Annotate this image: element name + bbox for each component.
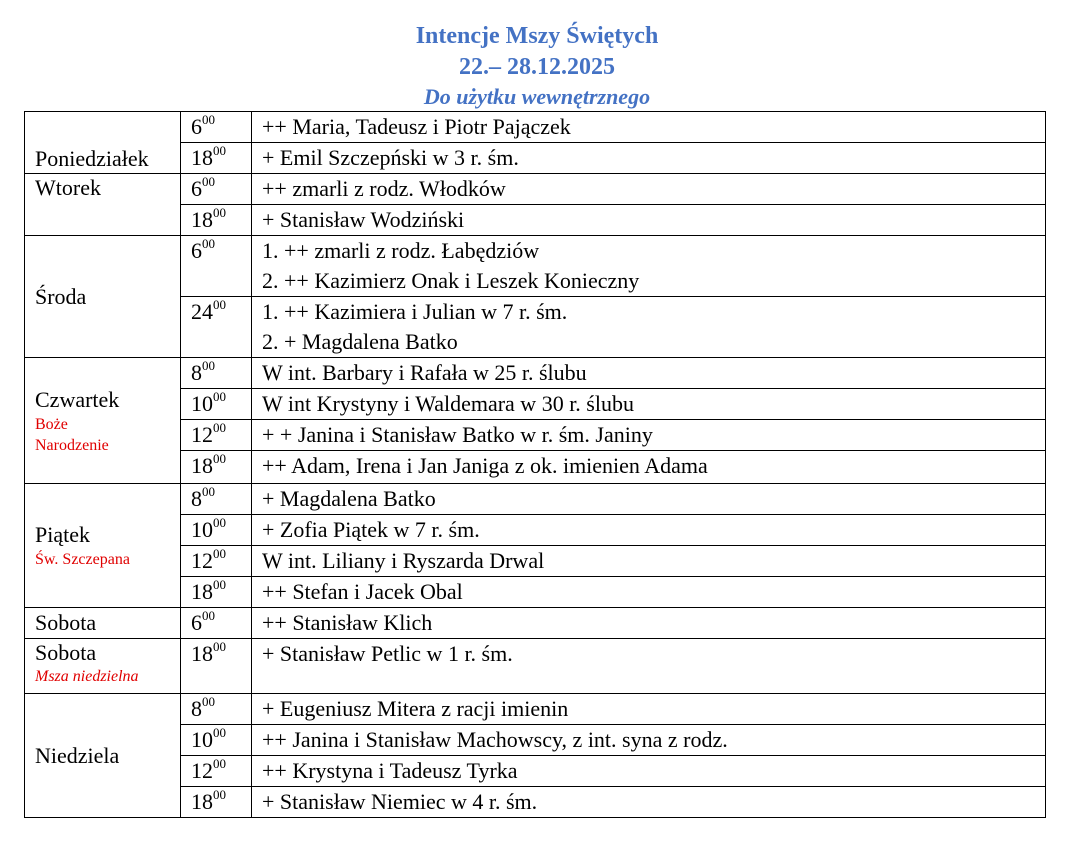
intention-text: + Zofia Piątek w 7 r. śm. <box>262 517 480 542</box>
table-row <box>25 236 1046 297</box>
day-name: Sobota <box>35 610 97 635</box>
time-cell <box>181 725 252 756</box>
day-cell <box>25 484 181 608</box>
feast-label: Msza niedzielna <box>35 668 139 685</box>
mass-minutes: 00 <box>213 204 226 220</box>
intention-cell <box>252 694 1046 725</box>
intention-text: ++ Maria, Tadeusz i Piotr Pajączek <box>262 114 571 139</box>
mass-minutes: 00 <box>213 638 226 654</box>
day-name: Sobota <box>35 640 97 665</box>
table-row <box>25 112 1046 143</box>
intention-cell <box>252 451 1046 484</box>
day-name: Czwartek <box>35 386 120 412</box>
intention-text: ++ Stanisław Klich <box>262 610 433 635</box>
time-cell <box>181 297 252 358</box>
table-row <box>25 358 1046 389</box>
mass-hour: 18 <box>191 789 213 814</box>
time-cell <box>181 205 252 236</box>
day-cell <box>25 236 181 358</box>
mass-hour: 12 <box>191 422 213 447</box>
mass-hour: 12 <box>191 758 213 783</box>
intention-cell <box>252 546 1046 577</box>
time-cell <box>181 608 252 639</box>
mass-hour: 6 <box>191 238 202 263</box>
mass-hour: 12 <box>191 548 213 573</box>
time-cell <box>181 236 252 297</box>
mass-hour: 8 <box>191 696 202 721</box>
mass-hour: 6 <box>191 114 202 139</box>
table-row <box>25 608 1046 639</box>
intention-cell <box>252 174 1046 205</box>
mass-hour: 18 <box>191 453 213 478</box>
mass-hour: 8 <box>191 486 202 511</box>
mass-minutes: 00 <box>202 357 215 373</box>
intention-text: + Stanisław Niemiec w 4 r. śm. <box>262 789 538 814</box>
intention-text: 1. ++ zmarli z rodz. Łabędziów <box>262 238 540 263</box>
feast-label: Św. Szczepana <box>35 551 130 568</box>
intention-cell <box>252 112 1046 143</box>
time-cell <box>181 451 252 484</box>
mass-minutes: 00 <box>213 388 226 404</box>
mass-hour: 6 <box>191 176 202 201</box>
mass-minutes: 00 <box>202 693 215 709</box>
intention-text: ++ zmarli z rodz. Włodków <box>262 176 506 201</box>
mass-minutes: 00 <box>213 545 226 561</box>
time-cell <box>181 694 252 725</box>
feast-label: Boże Narodzenie <box>35 415 109 454</box>
mass-hour: 8 <box>191 360 202 385</box>
intention-cell <box>252 756 1046 787</box>
intention-cell <box>252 515 1046 546</box>
intention-text: 2. + Magdalena Batko <box>262 329 458 354</box>
intention-text: + Emil Szczepński w 3 r. śm. <box>262 145 519 170</box>
intention-text: ++ Stefan i Jacek Obal <box>262 579 463 604</box>
time-cell <box>181 484 252 515</box>
intention-text: W int. Barbary i Rafała w 25 r. ślubu <box>262 360 587 385</box>
intention-cell <box>252 297 1046 358</box>
day-cell <box>25 112 181 174</box>
day-name: Poniedziałek <box>35 146 149 171</box>
time-cell <box>181 546 252 577</box>
table-row <box>25 694 1046 725</box>
intention-cell <box>252 420 1046 451</box>
mass-minutes: 00 <box>202 111 215 127</box>
intention-cell <box>252 143 1046 174</box>
document-title: Intencje Mszy Świętych <box>415 23 659 49</box>
day-cell <box>25 358 181 484</box>
time-cell <box>181 174 252 205</box>
mass-minutes: 00 <box>213 514 226 530</box>
intention-text: 1. ++ Kazimiera i Julian w 7 r. śm. <box>262 299 568 324</box>
time-cell <box>181 756 252 787</box>
time-cell <box>181 389 252 420</box>
intention-text: W int Krystyny i Waldemara w 30 r. ślubu <box>262 391 634 416</box>
intention-text: + + Janina i Stanisław Batko w r. śm. Janiny <box>262 422 653 447</box>
date-range: 22.– 28.12.2025 <box>459 54 615 80</box>
mass-minutes: 00 <box>213 755 226 771</box>
mass-hour: 10 <box>191 517 213 542</box>
day-cell <box>25 608 181 639</box>
time-cell <box>181 420 252 451</box>
time-cell <box>181 787 252 818</box>
mass-hour: 10 <box>191 727 213 752</box>
mass-minutes: 00 <box>213 786 226 802</box>
day-name: Niedziela <box>35 742 120 768</box>
intention-text: + Stanisław Petlic w 1 r. śm. <box>262 641 513 666</box>
intention-text: + Magdalena Batko <box>262 486 436 511</box>
day-name: Wtorek <box>35 175 101 200</box>
mass-minutes: 00 <box>213 450 226 466</box>
time-cell <box>181 515 252 546</box>
time-cell <box>181 112 252 143</box>
intention-cell <box>252 639 1046 694</box>
table-row <box>25 174 1046 205</box>
day-cell <box>25 639 181 694</box>
intention-cell <box>252 389 1046 420</box>
mass-minutes: 00 <box>213 576 226 592</box>
mass-hour: 18 <box>191 207 213 232</box>
day-name: Piątek <box>35 522 90 547</box>
mass-minutes: 00 <box>202 235 215 251</box>
intention-cell <box>252 725 1046 756</box>
intention-text: + Stanisław Wodziński <box>262 207 465 232</box>
day-cell <box>25 174 181 236</box>
intention-text: ++ Janina i Stanisław Machowscy, z int. syna z rodz. <box>262 727 728 752</box>
mass-minutes: 00 <box>213 724 226 740</box>
mass-minutes: 00 <box>202 483 215 499</box>
time-cell <box>181 358 252 389</box>
mass-minutes: 00 <box>213 142 226 158</box>
intention-cell <box>252 484 1046 515</box>
mass-minutes: 00 <box>213 419 226 435</box>
table-row <box>25 484 1046 515</box>
intention-cell <box>252 358 1046 389</box>
intention-cell <box>252 236 1046 297</box>
mass-hour: 18 <box>191 641 213 666</box>
time-cell <box>181 577 252 608</box>
table-row <box>25 639 1046 694</box>
mass-minutes: 00 <box>202 173 215 189</box>
mass-hour: 18 <box>191 579 213 604</box>
day-name: Środa <box>35 283 87 309</box>
intention-text: 2. ++ Kazimierz Onak i Leszek Konieczny <box>262 268 640 293</box>
intention-cell <box>252 577 1046 608</box>
mass-schedule-table <box>24 111 1046 818</box>
mass-hour: 6 <box>191 610 202 635</box>
intention-cell <box>252 608 1046 639</box>
mass-minutes: 00 <box>213 296 226 312</box>
mass-hour: 10 <box>191 391 213 416</box>
intention-cell <box>252 787 1046 818</box>
mass-hour: 24 <box>191 299 213 324</box>
intention-text: ++ Adam, Irena i Jan Janiga z ok. imienien Adama <box>262 453 708 478</box>
intention-text: W int. Liliany i Ryszarda Drwal <box>262 548 545 573</box>
time-cell <box>181 143 252 174</box>
internal-use-note: Do użytku wewnętrznego <box>423 84 651 109</box>
mass-hour: 18 <box>191 145 213 170</box>
intention-cell <box>252 205 1046 236</box>
intention-text: + Eugeniusz Mitera z racji imienin <box>262 696 569 721</box>
day-cell <box>25 694 181 818</box>
time-cell <box>181 639 252 694</box>
mass-minutes: 00 <box>202 607 215 623</box>
intention-text: ++ Krystyna i Tadeusz Tyrka <box>262 758 518 783</box>
